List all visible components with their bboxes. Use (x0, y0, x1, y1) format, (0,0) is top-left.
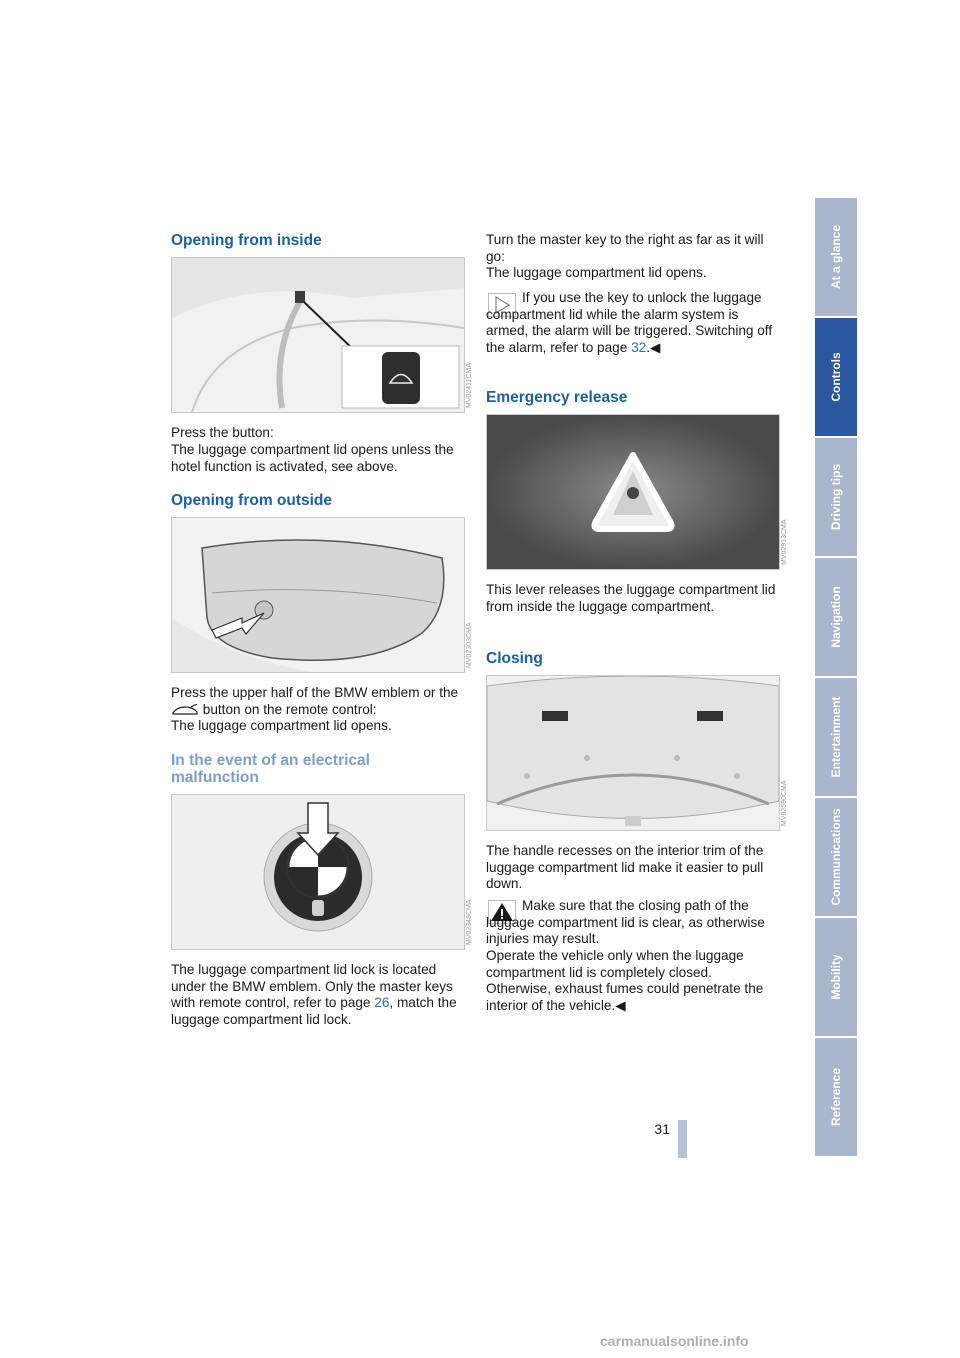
trunk-lid-illustration (172, 518, 464, 672)
page-link-32[interactable]: 32 (631, 339, 647, 355)
figure-code: MV02913CMA (781, 519, 788, 565)
heading-electrical-malfunction: In the event of an electrical malfunction (171, 752, 370, 786)
tab-navigation[interactable] (815, 558, 857, 676)
text-inside-result: The luggage compartment lid opens unless the hotel function is activated, see above. (171, 442, 454, 474)
text-electrical-b: , match the luggage compartment lid lock. (171, 995, 457, 1027)
tab-controls[interactable] (815, 318, 857, 436)
note-alarm-text: If you use the key to unlock the luggage compartment lid while the alarm system is armed, the alarm will be triggered. Switching off the alarm, refer to page (486, 290, 773, 355)
inside-button-illustration (172, 258, 464, 412)
text-emergency: This lever releases the luggage compartment lid from inside the luggage compartment. (486, 582, 776, 614)
note-alarm (486, 290, 780, 356)
tab-label: Driving tips (829, 463, 843, 531)
figure-emergency-lever (486, 414, 780, 570)
figure-outside-emblem (171, 517, 465, 673)
heading-opening-from-inside: Opening from inside (171, 232, 322, 249)
figure-code: MV02590CMA (781, 780, 788, 826)
warning-closing-path: Make sure that the closing path of the luggage compartment lid is clear, as otherwise injuries may result. (486, 898, 765, 946)
text-outside-b: button on the remote control: (202, 701, 377, 717)
page-link-26[interactable]: 26 (374, 995, 390, 1010)
warning-exhaust: Operate the vehicle only when the luggage compartment lid is completely closed. Otherwise, exhaust fumes could penetrate the interior of the vehicle.◀ (486, 948, 764, 1013)
tab-label: Controls (829, 352, 843, 402)
note-alarm-end: .◀ (646, 339, 661, 355)
figure-closing-handles (486, 675, 780, 831)
emergency-lever-illustration (487, 415, 779, 569)
text-electrical (171, 962, 464, 1028)
tab-reference[interactable] (815, 1038, 857, 1156)
text-master-key-result: The luggage compartment lid opens. (486, 265, 707, 280)
text-electrical-a: The luggage compartment lid lock is located under the BMW emblem. Only the master keys with remote control, refer to page (171, 962, 453, 1010)
page-number: 31 (654, 1121, 670, 1137)
heading-opening-from-outside: Opening from outside (171, 492, 333, 509)
remote-trunk-icon (171, 704, 199, 716)
figure-inside-button (171, 257, 465, 413)
figure-emblem-lock (171, 794, 465, 950)
text-master-key: Turn the master key to the right as far as it will go: (486, 232, 764, 264)
tab-label: At a glance (829, 224, 843, 290)
tab-mobility[interactable] (815, 918, 857, 1036)
tab-label: Entertainment (829, 696, 843, 778)
tab-label: Communications (829, 808, 843, 906)
tab-entertainment[interactable] (815, 678, 857, 796)
trunk-interior-illustration (487, 676, 779, 830)
watermark: carmanualsonline.info (600, 1333, 749, 1349)
tab-driving-tips[interactable] (815, 438, 857, 556)
tab-label: Mobility (829, 954, 843, 1000)
figure-code: MV02303CMA (466, 622, 473, 668)
page-marker-bar (678, 1120, 687, 1158)
text-inside-press: Press the button: (171, 425, 274, 440)
figure-code: MV02348CMA (466, 899, 473, 945)
text-outside-press (171, 685, 464, 718)
heading-closing: Closing (486, 650, 543, 667)
figure-code: MV02411CMA (466, 362, 473, 408)
text-outside-a: Press the upper half of the BMW emblem or the (171, 685, 459, 700)
heading-emergency-release: Emergency release (486, 389, 628, 406)
text-outside-result: The luggage compartment lid opens. (171, 718, 392, 733)
text-closing: The handle recesses on the interior trim of the luggage compartment lid make it easier to pull down. (486, 843, 764, 891)
tab-communications[interactable] (815, 798, 857, 916)
tab-label: Navigation (829, 586, 843, 648)
tab-at-a-glance[interactable] (815, 198, 857, 316)
emblem-lock-illustration (172, 795, 464, 949)
tab-label: Reference (829, 1067, 843, 1127)
